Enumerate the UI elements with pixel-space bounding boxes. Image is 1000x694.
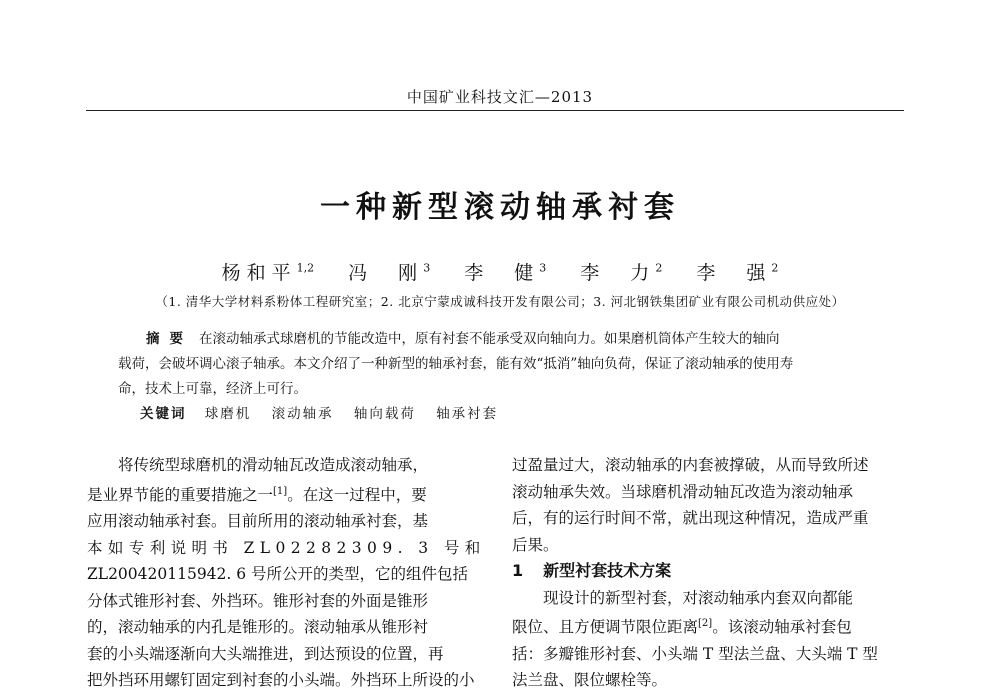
body-line: 限位、且方便调节限位距离[2]。该滚动轴承衬套包 xyxy=(512,618,852,637)
body-line: 后果。 xyxy=(512,535,559,554)
body-line: 将传统型球磨机的滑动轴瓦改造成滚动轴承， xyxy=(118,456,429,474)
keywords-label: 关键词 xyxy=(140,406,187,422)
body-line: 过盈量过大，滚动轴承的内套被撑破，从而导致所述 xyxy=(512,456,869,474)
body-line: 是业界节能的重要措施之一[1]。在这一过程中，要 xyxy=(87,485,427,504)
abstract xyxy=(118,327,888,427)
body-line: 括：多瓣锥形衬套、小头端 T 型法兰盘、大头端 T 型 xyxy=(512,644,878,663)
keyword: 轴向载荷 xyxy=(353,406,416,422)
author: 李 健$^3$ xyxy=(464,261,547,284)
keywords xyxy=(118,402,888,427)
header-rule xyxy=(86,110,904,111)
keyword: 轴承衬套 xyxy=(436,406,499,422)
body-line: ZL200420115942. 6 号所公开的类型，它的组件包括 xyxy=(87,565,469,584)
body-column-right xyxy=(512,452,907,694)
body-column-left xyxy=(87,452,486,694)
running-header: 中国矿业科技文汇—2013 xyxy=(406,88,594,106)
citation: [1] xyxy=(273,485,288,497)
body-line: 现设计的新型衬套，对滚动轴承内套双向都能 xyxy=(543,588,854,607)
body-line: 滚动轴承失效。当球磨机滑动轴瓦改造为滚动轴承 xyxy=(512,482,854,501)
abstract-line: 载荷，会破坏调心滚子轴承。本文介绍了一种新型的轴承衬套，能有效“抵消”轴向负荷，保证了滚动轴承的使用寿 xyxy=(118,356,794,372)
author: 杨和平$^{1,2}$ xyxy=(221,261,315,284)
author: 李 力$^2$ xyxy=(580,261,663,284)
affiliations: （1. 清华大学材料系粉体工程研究室；2. 北京宁蒙成诚科技开发有限公司；3. 河北钢铁集团矿业有限公司机动供应处） xyxy=(155,294,845,309)
author-list xyxy=(0,258,1000,285)
author: 李 强$^2$ xyxy=(696,261,779,284)
keyword: 滚动轴承 xyxy=(271,406,334,422)
paper-title: 一种新型滚动轴承衬套 xyxy=(320,190,680,225)
citation: [2] xyxy=(698,618,713,629)
keyword: 球磨机 xyxy=(204,406,252,422)
abstract-line: 命，技术上可靠，经济上可行。 xyxy=(118,381,307,397)
body-line: 把外挡环用螺钉固定到衬套的小头端。外挡环上所设的小 xyxy=(87,671,475,690)
body-line: 分体式锥形衬套、外挡环。锥形衬套的外面是锥形 xyxy=(87,591,429,610)
body-line: 的，滚动轴承的内孔是锥形的。滚动轴承从锥形衬 xyxy=(87,618,429,637)
abstract-line: 摘要 在滚动轴承式球磨机的节能改造中，原有衬套不能承受双向轴向力。如果磨机筒体产生较大的轴向 xyxy=(146,331,780,347)
body-line: 法兰盘、限位螺栓等。 xyxy=(512,671,668,690)
body-line: 后，有的运行时间不常，就出现这种情况，造成严重 xyxy=(512,509,869,527)
body-line: 套的小头端逐渐向大头端推进，到达预设的位置，再 xyxy=(87,644,444,663)
abstract-label: 摘要 xyxy=(146,331,193,347)
body-line: 应用滚动轴承衬套。目前所用的滚动轴承衬套，基 xyxy=(87,512,429,531)
body-line: 本如专利说明书 ZL02282309. 3 号和 xyxy=(87,538,486,557)
author: 冯 刚$^3$ xyxy=(348,261,431,284)
section-heading: 1 新型衬套技术方案 xyxy=(512,561,672,580)
